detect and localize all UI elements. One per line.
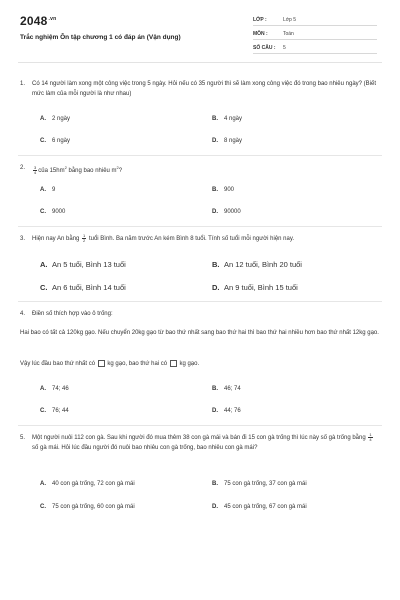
question-text: Có 14 người làm xong một công việc trong 5 ngày. Hỏi nếu có 35 người thì sẽ làm xong công việc đó trong bao nhiêu ngày? (Biết mức làm của mỗi người là như nhau) (32, 81, 376, 97)
option-letter: D. (212, 283, 220, 292)
logo-suffix: .vn (48, 16, 57, 22)
question-number: 5. (20, 435, 26, 441)
option-letter: A. (40, 187, 46, 193)
info-subject-value: Toán (283, 31, 294, 37)
divider (18, 155, 382, 156)
answer-box[interactable] (170, 360, 177, 367)
info-subject-label: MÔN : (253, 31, 268, 37)
divider (18, 301, 382, 302)
question-number: 1. (20, 81, 26, 87)
option-text: 9000 (52, 209, 66, 215)
option-5d[interactable] (212, 504, 307, 510)
question-paragraph: Hai bao có tất cả 120kg gạo. Nếu chuyển 20kg gạo từ bao thứ nhất sang bao thứ hai thì bao thứ hai nhiều hơn bao thứ nhất 12kg gạo. (20, 330, 379, 336)
question-2 (20, 163, 380, 176)
option-letter: B. (212, 116, 218, 122)
fraction-numerator: 1 (369, 432, 372, 437)
option-text: 75 con gà trống, 60 con gà mái (52, 504, 135, 510)
option-text: 6 ngày (52, 138, 71, 144)
option-text: 4 ngày (224, 116, 243, 122)
info-subject (253, 30, 377, 40)
divider (18, 425, 382, 426)
option-text: An 6 tuổi, Bình 14 tuổi (52, 283, 126, 292)
option-letter: B. (212, 386, 218, 392)
option-2b[interactable] (212, 187, 234, 193)
info-class (253, 16, 377, 26)
question-4-fill (20, 359, 380, 369)
logo-text: 2048 (20, 14, 48, 28)
option-letter: D. (212, 209, 218, 215)
option-letter: A. (40, 481, 46, 487)
option-letter: A. (40, 260, 48, 269)
answer-box[interactable] (98, 360, 105, 367)
question-text (32, 163, 380, 176)
question-text (32, 433, 380, 453)
option-text: 2 ngày (52, 116, 71, 122)
option-letter: D. (212, 504, 218, 510)
option-4d[interactable] (212, 408, 241, 414)
option-1b[interactable] (212, 116, 242, 122)
option-text: 8 ngày (224, 138, 243, 144)
question-text-part: bằng bao nhiêu m (66, 168, 117, 174)
option-letter: C. (40, 408, 46, 414)
superscript: 2 (116, 165, 119, 170)
option-letter: A. (40, 116, 46, 122)
fill-text: kg gạo. (177, 361, 200, 367)
option-1a[interactable] (40, 116, 70, 122)
option-text: 46; 74 (224, 386, 241, 392)
divider (18, 226, 382, 227)
option-text: 900 (224, 187, 235, 193)
option-1d[interactable] (212, 138, 242, 144)
question-text-part: của 15hm (38, 168, 65, 174)
question-number: 3. (20, 236, 26, 242)
info-class-value: Lớp 5 (283, 17, 297, 23)
fraction-denominator: 2 (83, 238, 86, 243)
option-letter: B. (212, 260, 220, 269)
question-4-paragraph (20, 328, 380, 338)
question-text: Điền số thích hợp vào ô trống: (32, 311, 113, 317)
option-3c[interactable] (40, 283, 126, 292)
option-4a[interactable] (40, 386, 69, 392)
fraction-denominator: 4 (369, 437, 372, 442)
question-text-part: tuổi Bình. Ba năm trước An kém Bình 8 tuổi. Tính số tuổi mỗi người hiện nay. (87, 236, 295, 243)
option-3a[interactable] (40, 260, 126, 269)
option-letter: D. (212, 408, 218, 414)
option-text: 9 (52, 187, 56, 193)
page-title: Trắc nghiệm Ôn tập chương 1 có đáp án (Vận dụng) (20, 34, 181, 41)
fraction (82, 234, 86, 243)
option-5b[interactable] (212, 481, 307, 487)
fraction-numerator: 1 (83, 233, 86, 238)
question-number: 4. (20, 311, 26, 317)
option-4b[interactable] (212, 386, 241, 392)
fraction (368, 433, 372, 442)
option-text: An 12 tuổi, Bình 20 tuổi (224, 260, 302, 269)
option-3b[interactable] (212, 260, 302, 269)
fill-text: Vậy lúc đầu bao thứ nhất có (20, 361, 97, 367)
option-letter: C. (40, 209, 46, 215)
option-text: 40 con gà trống, 72 con gà mái (52, 481, 135, 487)
question-3 (20, 234, 380, 244)
question-4 (20, 309, 380, 319)
option-4c[interactable] (40, 408, 69, 414)
fraction-denominator: 4 (34, 169, 37, 175)
fraction-numerator: 3 (34, 164, 37, 170)
option-text: An 5 tuổi, Bình 13 tuổi (52, 260, 126, 269)
superscript: 2 (64, 165, 67, 170)
option-letter: C. (40, 138, 46, 144)
info-count-label: SỐ CÂU : (253, 45, 276, 51)
option-3d[interactable] (212, 283, 298, 292)
option-text: 75 con gà trống, 37 con gà mái (224, 481, 307, 487)
header-divider (18, 62, 382, 63)
option-5a[interactable] (40, 481, 135, 487)
question-text-part: số gà mái. Hỏi lúc đầu người đó nuôi bao nhiêu con gà trống, bao nhiêu con gà mái? (32, 445, 258, 452)
fill-text: kg gạo, bao thứ hai có (105, 361, 169, 367)
site-logo[interactable] (20, 14, 56, 28)
fraction (33, 166, 37, 175)
option-letter: D. (212, 138, 218, 144)
info-count (253, 44, 377, 54)
option-text: An 9 tuổi, Bình 15 tuổi (224, 283, 298, 292)
option-1c[interactable] (40, 138, 70, 144)
info-class-label: LỚP : (253, 17, 267, 23)
option-text: 45 con gà trống, 67 con gà mái (224, 504, 307, 510)
option-2a[interactable] (40, 187, 55, 193)
question-1 (20, 79, 380, 99)
option-2c[interactable] (40, 209, 65, 215)
option-text: 76; 44 (52, 408, 69, 414)
info-count-value: 5 (283, 45, 286, 51)
option-2d[interactable] (212, 209, 241, 215)
option-letter: B. (212, 187, 218, 193)
question-text-part: Hiện nay An bằng (32, 236, 82, 243)
option-letter: B. (212, 481, 218, 487)
option-letter: A. (40, 386, 46, 392)
question-number: 2. (20, 165, 26, 171)
option-5c[interactable] (40, 504, 135, 510)
question-5 (20, 433, 380, 453)
option-letter: C. (40, 504, 46, 510)
option-letter: C. (40, 283, 48, 292)
question-text-part: Một người nuôi 112 con gà. Sau khi người đó mua thêm 38 con gà mái và bán đi 15 con gà trống thì lúc này số gà trống bằng (32, 435, 368, 442)
question-text-part: ? (118, 168, 123, 174)
option-text: 90000 (224, 209, 241, 215)
option-text: 44; 76 (224, 408, 241, 414)
option-text: 74; 46 (52, 386, 69, 392)
fill-sentence (20, 359, 380, 369)
question-text (32, 234, 380, 244)
